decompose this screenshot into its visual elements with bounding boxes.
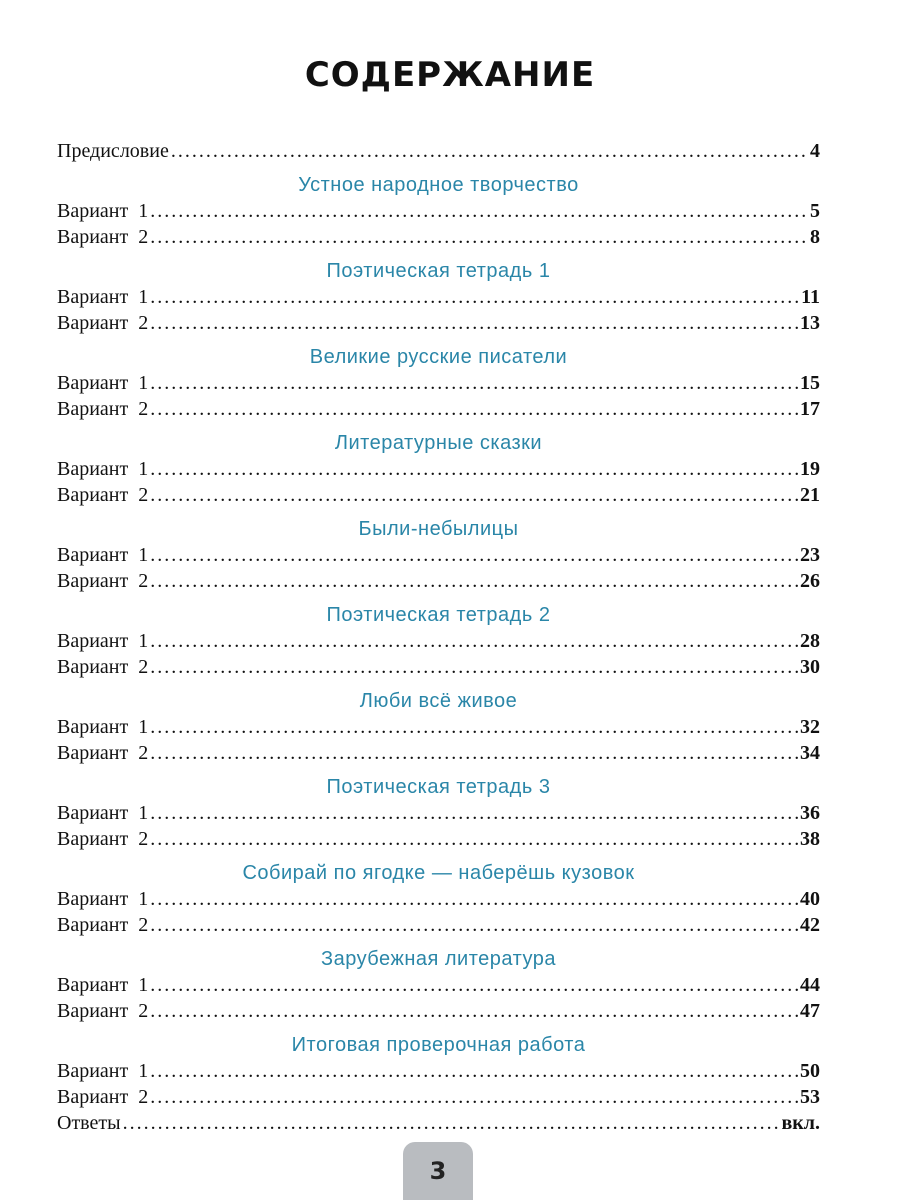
- toc-entry-page: 32: [800, 716, 820, 738]
- toc-entry-label: Вариант 2: [57, 398, 149, 420]
- toc-entry-page: 50: [800, 1060, 820, 1082]
- leader-dots: [150, 914, 798, 937]
- leader-dots: [150, 372, 798, 395]
- leader-dots: [150, 828, 798, 851]
- toc-entry-page: 40: [800, 888, 820, 910]
- toc-entry: [57, 656, 820, 682]
- section-heading: Устное народное творчество: [298, 174, 579, 196]
- toc-entry-label: Вариант 2: [57, 1000, 149, 1022]
- toc-entry-page: 21: [800, 484, 820, 506]
- toc-entry: [57, 888, 820, 914]
- leader-dots: [150, 630, 798, 653]
- leader-dots: [150, 716, 798, 739]
- toc-entry: [57, 372, 820, 398]
- leader-dots: [150, 802, 798, 825]
- toc-entry-label: Вариант 1: [57, 716, 149, 738]
- toc-entry: [57, 1086, 820, 1112]
- toc-entry-label: Вариант 1: [57, 286, 149, 308]
- toc-entry: [57, 286, 820, 312]
- toc-entry-page: 23: [800, 544, 820, 566]
- toc-entry-label: Вариант 1: [57, 458, 149, 480]
- toc-entry-page: 5: [810, 200, 820, 222]
- toc-entry-page: 26: [800, 570, 820, 592]
- leader-dots: [150, 888, 798, 911]
- toc-entry-label: Вариант 1: [57, 372, 149, 394]
- toc-entry: [57, 1112, 820, 1138]
- leader-dots: [150, 570, 798, 593]
- section-heading: Зарубежная литература: [320, 948, 556, 970]
- toc-entry: [57, 828, 820, 854]
- toc-entry-page: 42: [800, 914, 820, 936]
- toc-entry-page: 44: [800, 974, 820, 996]
- toc-entry-label: Вариант 1: [57, 888, 149, 910]
- toc-entry-label: Вариант 2: [57, 1086, 149, 1108]
- toc-entry-page: 28: [800, 630, 820, 652]
- toc-entry: [57, 742, 820, 768]
- page-number: 3: [429, 1157, 447, 1185]
- toc-entry-label: Вариант 1: [57, 1060, 149, 1082]
- toc-entry: [57, 570, 820, 596]
- toc-entry-page: 38: [800, 828, 820, 850]
- toc-entry-label: Вариант 1: [57, 802, 149, 824]
- leader-dots: [150, 974, 798, 997]
- leader-dots: [150, 226, 808, 249]
- toc-entry-label: Вариант 2: [57, 656, 149, 678]
- toc-entry-page: 30: [800, 656, 820, 678]
- page-title: СОДЕРЖАНИЕ: [304, 55, 596, 95]
- toc-entry-label: Вариант 1: [57, 544, 149, 566]
- toc-entry: [57, 458, 820, 484]
- toc-entry-page: 47: [800, 1000, 820, 1022]
- toc-entry-page: 36: [800, 802, 820, 824]
- leader-dots: [150, 312, 798, 335]
- leader-dots: [123, 1112, 780, 1135]
- section-heading: Литературные сказки: [334, 432, 543, 454]
- toc-entry-label: Вариант 2: [57, 828, 149, 850]
- leader-dots: [150, 1060, 798, 1083]
- toc-entry-label: Вариант 2: [57, 914, 149, 936]
- leader-dots: [150, 1000, 798, 1023]
- section-heading: Поэтическая тетрадь 2: [326, 604, 551, 626]
- leader-dots: [150, 1086, 798, 1109]
- toc-entry-label: Предисловие: [57, 140, 169, 162]
- leader-dots: [150, 458, 798, 481]
- toc-entry-page: 19: [800, 458, 820, 480]
- section-heading: Великие русские писатели: [309, 346, 568, 368]
- section-heading: Были-небылицы: [358, 518, 519, 540]
- toc-entry: [57, 484, 820, 510]
- toc-entry: [57, 200, 820, 226]
- toc-entry-label: Вариант 2: [57, 570, 149, 592]
- section-heading: Поэтическая тетрадь 3: [326, 776, 551, 798]
- toc-entry: [57, 630, 820, 656]
- section-heading: Собирай по ягодке — наберёшь кузовок: [242, 862, 635, 884]
- toc-entry-page: 4: [810, 140, 820, 162]
- toc-entry-page: 34: [800, 742, 820, 764]
- leader-dots: [171, 140, 808, 163]
- section-heading: Итоговая проверочная работа: [291, 1034, 586, 1056]
- toc-entry-page: 53: [800, 1086, 820, 1108]
- leader-dots: [150, 544, 798, 567]
- toc-entry: [57, 544, 820, 570]
- leader-dots: [150, 200, 808, 223]
- toc-entry: [57, 1060, 820, 1086]
- toc-entry-page: 17: [800, 398, 820, 420]
- section-heading: Люби всё живое: [359, 690, 518, 712]
- toc-entry-label: Вариант 2: [57, 484, 149, 506]
- toc-entry-page: 15: [800, 372, 820, 394]
- toc-entry-label: Ответы: [57, 1112, 121, 1134]
- leader-dots: [150, 656, 798, 679]
- toc-entry-label: Вариант 2: [57, 226, 149, 248]
- page-number-tab: [403, 1142, 473, 1200]
- toc-entry: [57, 716, 820, 742]
- section-heading: Поэтическая тетрадь 1: [326, 260, 551, 282]
- toc-entry: [57, 914, 820, 940]
- leader-dots: [150, 398, 798, 421]
- toc-entry-page: вкл.: [781, 1112, 820, 1134]
- toc-entry-label: Вариант 1: [57, 974, 149, 996]
- toc-entry: [57, 974, 820, 1000]
- leader-dots: [150, 742, 798, 765]
- toc-entry: [57, 226, 820, 252]
- leader-dots: [150, 286, 799, 309]
- toc-entry-label: Вариант 2: [57, 312, 149, 334]
- toc-entry: [57, 802, 820, 828]
- toc-entry: [57, 1000, 820, 1026]
- toc-entry: [57, 140, 820, 166]
- toc-entry-page: 13: [800, 312, 820, 334]
- toc-entry: [57, 398, 820, 424]
- leader-dots: [150, 484, 798, 507]
- toc-entry-page: 11: [801, 286, 820, 308]
- toc-entry-page: 8: [810, 226, 820, 248]
- toc-entry-label: Вариант 1: [57, 630, 149, 652]
- toc-entry-label: Вариант 1: [57, 200, 149, 222]
- toc-entry-label: Вариант 2: [57, 742, 149, 764]
- toc-entry: [57, 312, 820, 338]
